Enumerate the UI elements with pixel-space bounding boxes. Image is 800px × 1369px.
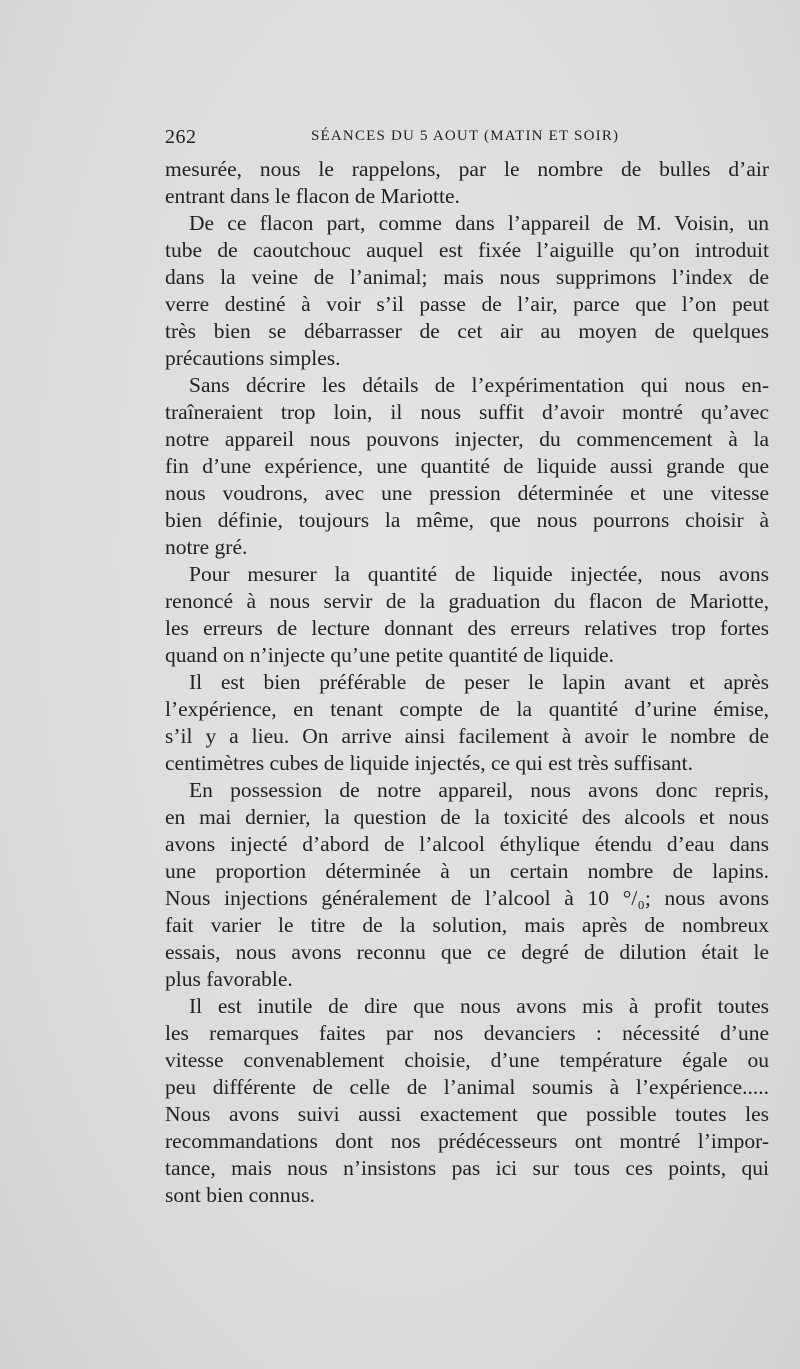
text-line: mesurée, nous le rappelons, par le nombre de bulles d’air <box>165 157 769 181</box>
text-line: nous voudrons, avec une pression déterminée et une vitesse <box>165 481 769 505</box>
paragraph-first-line: Il est inutile de dire que nous avons mis à profit toutes <box>189 994 769 1018</box>
text-line: tube de caoutchouc auquel est fixée l’aiguille qu’on introduit <box>165 238 769 262</box>
running-title: SÉANCES DU 5 AOUT (MATIN ET SOIR) <box>311 128 620 144</box>
text-line: fait varier le titre de la solution, mais après de nombreux <box>165 913 769 937</box>
text-line: une proportion déterminée à un certain nombre de lapins. <box>165 859 769 883</box>
paragraph-first-line: Pour mesurer la quantité de liquide injectée, nous avons <box>189 562 769 586</box>
body-text <box>165 156 769 1209</box>
text-line: notre gré. <box>165 535 248 559</box>
text-line: centimètres cubes de liquide injectés, ce qui est très suffisant. <box>165 751 693 775</box>
page-number: 262 <box>165 126 197 148</box>
text-line: Nous injections généralement de l’alcool à 10 °/₀; nous avons <box>165 886 769 910</box>
text-line: peu différente de celle de l’animal soumis à l’expérience..... <box>165 1075 769 1099</box>
text-line: l’expérience, en tenant compte de la quantité d’urine émise, <box>165 697 769 721</box>
text-line: en mai dernier, la question de la toxicité des alcools et nous <box>165 805 769 829</box>
text-line: quand on n’injecte qu’une petite quantité de liquide. <box>165 643 614 667</box>
text-line: précautions simples. <box>165 346 341 370</box>
text-line: sont bien connus. <box>165 1183 315 1207</box>
paragraph-first-line: Sans décrire les détails de l’expérimentation qui nous en- <box>189 373 769 397</box>
text-line: verre destiné à voir s’il passe de l’air, parce que l’on peut <box>165 292 769 316</box>
text-line: recommandations dont nos prédécesseurs ont montré l’impor- <box>165 1129 769 1153</box>
text-line: les erreurs de lecture donnant des erreurs relatives trop fortes <box>165 616 769 640</box>
text-line: très bien se débarrasser de cet air au moyen de quelques <box>165 319 769 343</box>
text-line: vitesse convenablement choisie, d’une température égale ou <box>165 1048 769 1072</box>
text-line: fin d’une expérience, une quantité de liquide aussi grande que <box>165 454 769 478</box>
text-line: dans la veine de l’animal; mais nous supprimons l’index de <box>165 265 769 289</box>
paragraph-first-line: Il est bien préférable de peser le lapin avant et après <box>189 670 769 694</box>
text-line: traîneraient trop loin, il nous suffit d’avoir montré qu’avec <box>165 400 769 424</box>
running-head <box>165 126 770 148</box>
text-line: renoncé à nous servir de la graduation du flacon de Mariotte, <box>165 589 769 613</box>
text-line: plus favorable. <box>165 967 293 991</box>
text-line: Nous avons suivi aussi exactement que possible toutes les <box>165 1102 769 1126</box>
text-line: notre appareil nous pouvons injecter, du commencement à la <box>165 427 769 451</box>
text-line: avons injecté d’abord de l’alcool éthylique étendu d’eau dans <box>165 832 769 856</box>
text-line: essais, nous avons reconnu que ce degré de dilution était le <box>165 940 769 964</box>
text-line: entrant dans le flacon de Mariotte. <box>165 184 460 208</box>
text-line: tance, mais nous n’insistons pas ici sur tous ces points, qui <box>165 1156 769 1180</box>
paragraph-first-line: De ce flacon part, comme dans l’appareil de M. Voisin, un <box>189 211 769 235</box>
text-line: s’il y a lieu. On arrive ainsi facilement à avoir le nombre de <box>165 724 769 748</box>
text-line: bien définie, toujours la même, que nous pourrons choisir à <box>165 508 769 532</box>
text-line: les remarques faites par nos devanciers : nécessité d’une <box>165 1021 769 1045</box>
paragraph-first-line: En possession de notre appareil, nous avons donc repris, <box>189 778 769 802</box>
